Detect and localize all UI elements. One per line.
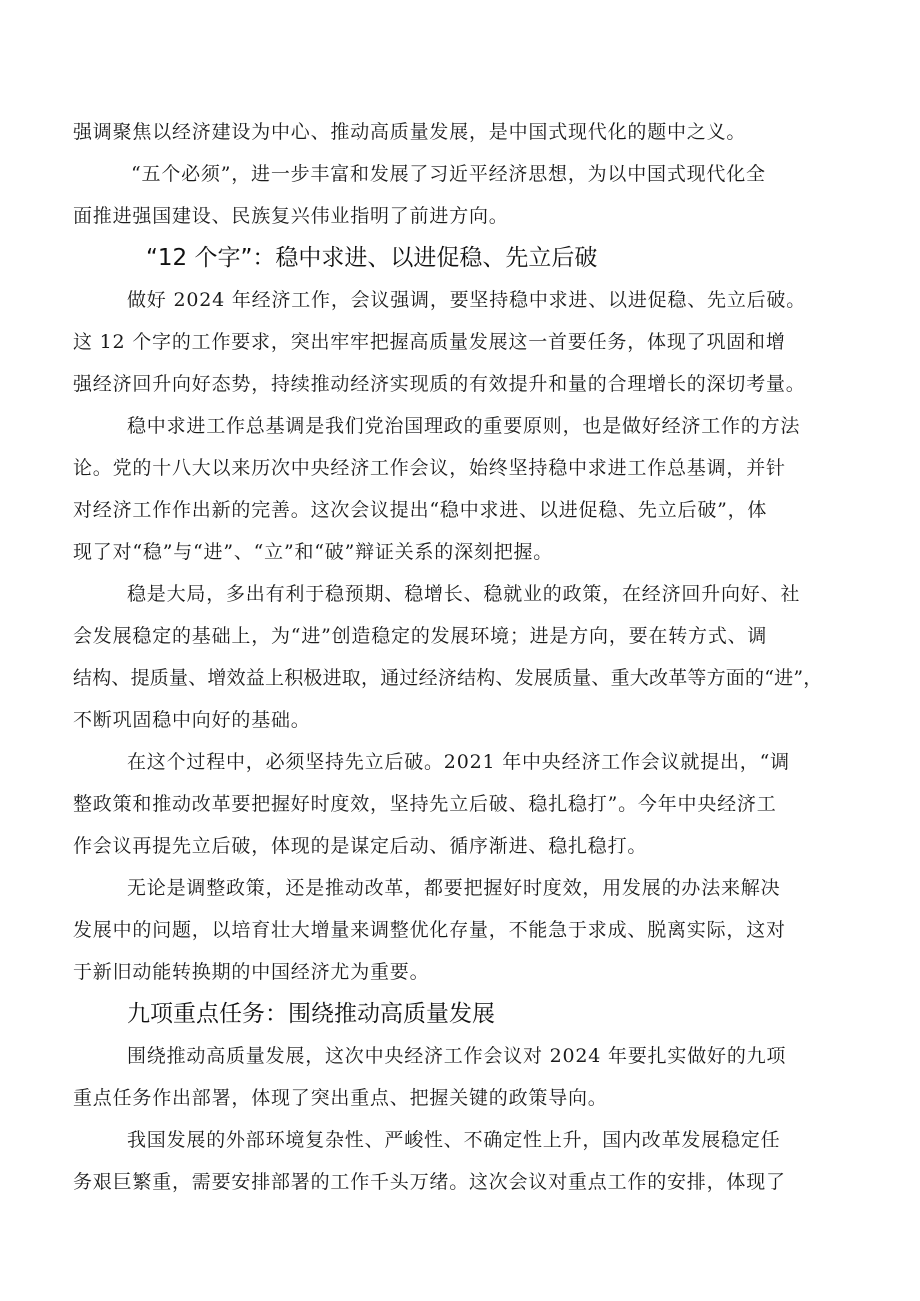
intro-line-3: 面推进强国建设、民族复兴伟业指明了前进方向。	[73, 205, 509, 227]
s1-p3-line-3: 结构、提质量、增效益上积极进取，通过经济结构、发展质量、重大改革等方面的“进”，	[73, 667, 823, 689]
intro-line-1: 强调聚焦以经济建设为中心、推动高质量发展，是中国式现代化的题中之义。	[73, 121, 747, 143]
s1-p1-line-1: 做好 2024 年经济工作，会议强调，要坚持稳中求进、以进促稳、先立后破。	[127, 289, 807, 311]
s1-p2-line-4: 现了对“稳”与“进”、“立”和“破”辩证关系的深刻把握。	[73, 541, 554, 563]
s1-p2-line-3: 对经济工作作出新的完善。这次会议提出“稳中求进、以进促稳、先立后破”，体	[73, 499, 768, 521]
s1-p3-line-1: 稳是大局，多出有利于稳预期、稳增长、稳就业的政策，在经济回升向好、社	[127, 583, 801, 605]
s1-p5-line-1: 无论是调整政策，还是推动改革，都要把握好时度效，用发展的办法来解决	[127, 877, 781, 899]
s1-p1-line-2: 这 12 个字的工作要求，突出牢牢把握高质量发展这一首要任务，体现了巩固和增	[73, 331, 786, 353]
s1-p3-line-4: 不断巩固稳中向好的基础。	[73, 709, 311, 731]
s1-p4-line-3: 作会议再提先立后破，体现的是谋定后动、循序渐进、稳扎稳打。	[73, 835, 648, 857]
section-heading-12-characters: “12 个字”：稳中求进、以进促稳、先立后破	[146, 245, 598, 271]
s1-p5-line-2: 发展中的问题，以培育壮大增量来调整优化存量，不能急于求成、脱离实际，这对	[73, 919, 786, 941]
s2-p2-line-1: 我国发展的外部环境复杂性、严峻性、不确定性上升，国内改革发展稳定任	[127, 1129, 781, 1151]
s2-p2-line-2: 务艰巨繁重，需要安排部署的工作千头万绪。这次会议对重点工作的安排，体现了	[73, 1171, 786, 1193]
s1-p3-line-2: 会发展稳定的基础上，为“进”创造稳定的发展环境；进是方向，要在转方式、调	[73, 625, 768, 647]
intro-line-2: “五个必须”，进一步丰富和发展了习近平经济思想，为以中国式现代化全	[131, 163, 766, 185]
s1-p1-line-3: 强经济回升向好态势，持续推动经济实现质的有效提升和量的合理增长的深切考量。	[73, 373, 806, 395]
s1-p5-line-3: 于新旧动能转换期的中国经济尤为重要。	[73, 961, 430, 983]
s1-p4-line-2: 整政策和推动改革要把握好时度效，坚持先立后破、稳扎稳打”。今年中央经济工	[73, 793, 777, 815]
s1-p4-line-1: 在这个过程中，必须坚持先立后破。2021 年中央经济工作会议就提出，“调	[127, 751, 790, 773]
section-heading-nine-tasks: 九项重点任务：围绕推动高质量发展	[127, 1001, 495, 1027]
s2-p1-line-1: 围绕推动高质量发展，这次中央经济工作会议对 2024 年要扎实做好的九项	[127, 1045, 787, 1067]
s1-p2-line-2: 论。党的十八大以来历次中央经济工作会议，始终坚持稳中求进工作总基调，并针	[73, 457, 786, 479]
s2-p1-line-2: 重点任务作出部署，体现了突出重点、把握关键的政策导向。	[73, 1087, 608, 1109]
s1-p2-line-1: 稳中求进工作总基调是我们党治国理政的重要原则，也是做好经济工作的方法	[127, 415, 801, 437]
